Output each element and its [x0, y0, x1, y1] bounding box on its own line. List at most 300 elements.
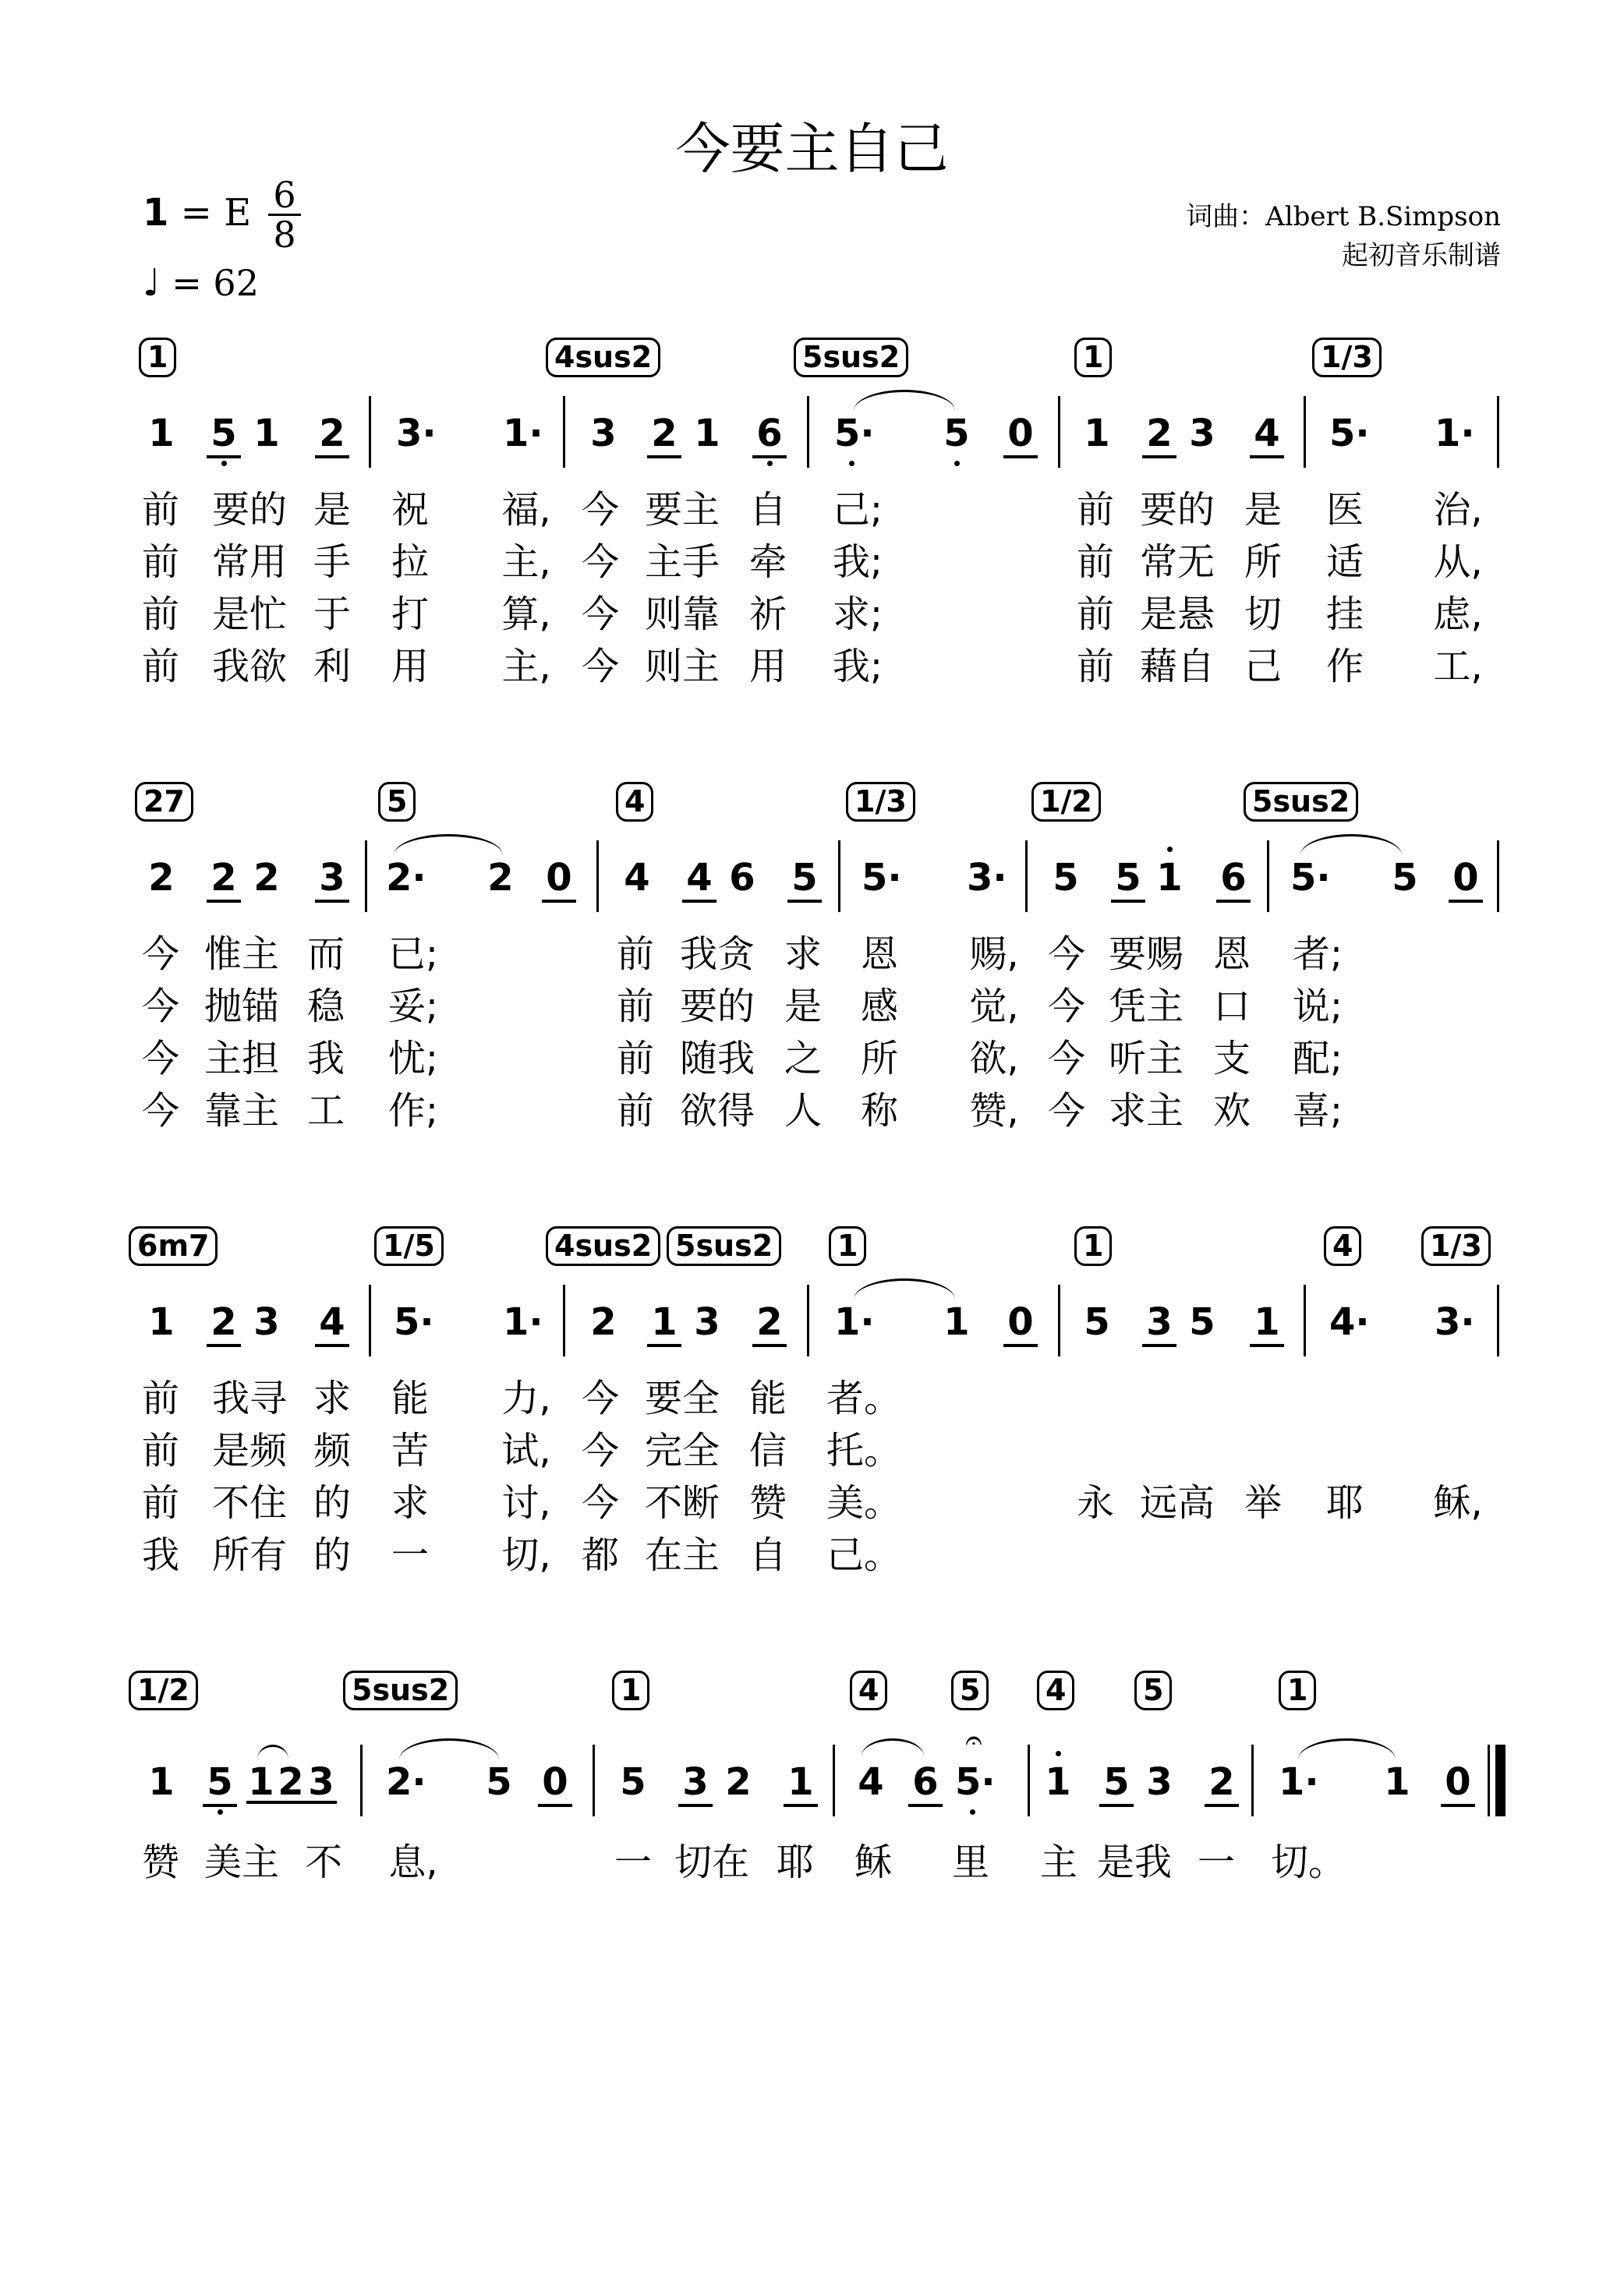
note: 1	[148, 1760, 175, 1804]
bar-line	[563, 396, 565, 468]
lyric-syllable: 能	[748, 1377, 787, 1420]
credit-publisher: 起初音乐制谱	[1342, 240, 1501, 271]
note: 5	[207, 412, 241, 458]
note: 4	[315, 1300, 349, 1347]
lyric-syllable: 前	[616, 1089, 654, 1133]
lyric-syllable: 作	[1325, 645, 1364, 688]
tie-slur	[399, 1738, 499, 1759]
final-bar-thin	[1488, 1745, 1490, 1816]
note: 5·	[1290, 856, 1331, 900]
lyric-syllable: 工,	[1433, 645, 1483, 688]
lyric-syllable: 是	[1244, 488, 1282, 532]
lyric-syllable: 医	[1325, 488, 1364, 532]
lyric-syllable: 前	[141, 1481, 179, 1525]
lyric-syllable: 从,	[1433, 540, 1483, 584]
lyric-syllable: 耶	[776, 1841, 814, 1884]
note: 1	[784, 1760, 818, 1807]
chord-label	[135, 782, 193, 822]
fermata-icon: 𝄐	[965, 1723, 982, 1757]
note: 5	[1053, 856, 1079, 900]
lyric-syllable: 恩	[860, 932, 898, 976]
chord-label: 1	[1074, 1226, 1112, 1266]
note: 5	[1111, 856, 1145, 903]
lyric-syllable: 今	[581, 1377, 619, 1420]
bar-line	[596, 840, 599, 912]
lyric-syllable: 是悬	[1139, 592, 1215, 636]
note: 0	[1441, 1760, 1475, 1807]
lyric-syllable: 常无	[1139, 540, 1215, 584]
lyric-syllable: 惟主	[203, 932, 279, 976]
chord-label: 1/2	[129, 1671, 198, 1710]
lyric-syllable: 举	[1244, 1481, 1282, 1525]
chord-label: 5sus2	[667, 1226, 781, 1266]
chord-label: 5sus2	[343, 1671, 458, 1710]
lyric-syllable: 要的	[1139, 488, 1215, 532]
lyric-syllable: 己。	[826, 1533, 902, 1577]
lyric-syllable: 我;	[832, 540, 883, 584]
lyric-syllable: 完全	[644, 1429, 720, 1473]
bar-line	[360, 1745, 363, 1816]
lyric-syllable: 支	[1212, 1037, 1251, 1080]
lyric-syllable: 前	[141, 645, 179, 688]
time-signature-bottom: 8	[273, 214, 296, 256]
note: 0	[1003, 412, 1038, 458]
time-signature	[265, 174, 304, 256]
lyric-syllable: 频	[313, 1429, 351, 1473]
note: 5·	[834, 412, 875, 455]
lyric-syllable: 拉	[391, 540, 429, 584]
bar-line	[1304, 396, 1306, 468]
lyric-syllable: 己;	[832, 488, 883, 532]
key-equals: =	[180, 191, 212, 235]
chord-label: 4	[1324, 1226, 1361, 1266]
note: 1	[1084, 412, 1110, 455]
bar-line	[1497, 1285, 1499, 1356]
lyric-syllable: 抛锚	[203, 985, 279, 1028]
lyric-syllable: 主手	[644, 540, 720, 584]
chord-label: 1	[139, 338, 176, 377]
lyric-syllable: 永	[1076, 1481, 1114, 1525]
note: 3·	[967, 856, 1007, 900]
note: 3·	[1435, 1300, 1475, 1344]
chord-label: 4	[1037, 1671, 1074, 1710]
note: 2·	[386, 1760, 426, 1804]
lyric-syllable: 虑,	[1433, 592, 1483, 636]
lyric-syllable: 今	[141, 1089, 179, 1133]
note: 5	[203, 1760, 237, 1807]
bar-line	[365, 840, 367, 912]
lyric-syllable: 者;	[1292, 932, 1343, 976]
lyric-syllable: 要的	[679, 985, 755, 1028]
lyric-syllable: 常用	[211, 540, 287, 584]
note: 4	[1250, 412, 1284, 458]
note: 6	[729, 856, 755, 900]
lyric-syllable: 主,	[501, 540, 551, 584]
bar-line	[838, 840, 840, 912]
lyric-syllable: 祈	[748, 592, 787, 636]
lyric-syllable: 今	[581, 540, 619, 584]
lyric-syllable: 一	[614, 1841, 652, 1884]
bar-line	[1025, 840, 1028, 912]
lyric-syllable: 前	[141, 1377, 179, 1420]
lyric-syllable: 配;	[1292, 1037, 1343, 1080]
tie-slur	[1298, 1738, 1396, 1759]
lyric-syllable: 己	[1244, 645, 1282, 688]
note: 3·	[396, 412, 437, 455]
lyric-syllable: 今	[1047, 932, 1085, 976]
note: 1	[1250, 1300, 1284, 1347]
lyric-syllable: 前	[616, 1037, 654, 1080]
note: 0	[1003, 1300, 1038, 1347]
lyric-syllable: 则主	[644, 645, 720, 688]
note: 3	[590, 412, 617, 455]
lyric-syllable: 前	[1076, 645, 1114, 688]
note: 1	[694, 412, 720, 455]
note: 1	[1152, 856, 1187, 900]
lyric-syllable: 欢	[1212, 1089, 1251, 1133]
lyric-syllable: 是	[313, 488, 351, 532]
lyric-syllable: 要全	[644, 1377, 720, 1420]
lyric-syllable: 美。	[826, 1481, 902, 1525]
note: 3	[678, 1760, 713, 1807]
note: 5	[620, 1760, 646, 1804]
lyric-syllable: 藉自	[1139, 645, 1215, 688]
chord-label: 1	[1279, 1671, 1316, 1710]
lyric-syllable: 我欲	[211, 645, 287, 688]
lyric-syllable: 感	[860, 985, 898, 1028]
lyric-syllable: 求主	[1108, 1089, 1184, 1133]
lyric-syllable: 不住	[211, 1481, 287, 1525]
lyric-syllable: 挂	[1325, 592, 1364, 636]
lyric-syllable: 欲,	[969, 1037, 1019, 1080]
lyric-syllable: 切。	[1271, 1841, 1346, 1884]
chord-label: 4sus2	[546, 1226, 660, 1266]
lyric-syllable: 今	[141, 1037, 179, 1080]
chord-label: 4	[850, 1671, 887, 1710]
lyric-syllable: 忧;	[387, 1037, 439, 1080]
lyric-syllable: 是忙	[211, 592, 287, 636]
bar-line	[1497, 396, 1499, 468]
note: 0	[538, 1760, 572, 1807]
tempo-marking	[143, 261, 259, 305]
lyric-syllable: 稣,	[1433, 1481, 1483, 1525]
lyric-syllable: 主担	[203, 1037, 279, 1080]
lyric-syllable: 用	[748, 645, 787, 688]
note: 5·	[955, 1760, 996, 1804]
note: 5	[1189, 1300, 1215, 1344]
note: 3	[1142, 1300, 1176, 1347]
note: 4	[682, 856, 716, 903]
lyric-syllable: 今	[1047, 985, 1085, 1028]
note: 1	[647, 1300, 681, 1347]
chord-label: 5	[378, 782, 416, 822]
note: 2	[487, 856, 514, 900]
lyric-syllable: 今	[581, 1481, 619, 1525]
lyric-syllable: 赞	[748, 1481, 787, 1525]
lyric-syllable: 说;	[1292, 985, 1343, 1028]
lyric-syllable: 赞,	[969, 1089, 1019, 1133]
lyric-syllable: 是我	[1096, 1841, 1172, 1884]
bar-line	[807, 396, 809, 468]
chord-label: 1	[829, 1226, 866, 1266]
lyric-syllable: 求;	[832, 592, 883, 636]
lyric-syllable: 作;	[387, 1089, 439, 1133]
note: 1	[148, 412, 175, 455]
lyric-syllable: 前	[1076, 592, 1114, 636]
note: 1·	[834, 1300, 875, 1344]
chord-root: 2	[143, 784, 165, 819]
lyric-syllable: 试,	[501, 1429, 551, 1473]
lyric-syllable: 前	[1076, 488, 1114, 532]
lyric-syllable: 要的	[211, 488, 287, 532]
bar-line	[1304, 1285, 1306, 1356]
lyric-syllable: 切在	[674, 1841, 749, 1884]
chord-label: 5	[951, 1671, 989, 1710]
lyric-syllable: 的	[313, 1481, 351, 1525]
lyric-syllable: 所	[860, 1037, 898, 1080]
bar-line	[1028, 1745, 1030, 1816]
tie-slur	[394, 834, 503, 855]
bar-line	[833, 1745, 835, 1816]
note: 4	[858, 1760, 884, 1804]
note: 1	[943, 1300, 970, 1344]
bar-line	[807, 1285, 809, 1356]
chord-label: 5	[1134, 1671, 1172, 1710]
note: 4	[624, 856, 650, 900]
note: 5	[1099, 1760, 1134, 1807]
chord-label: 1/3	[1421, 1226, 1491, 1266]
lyric-syllable: 不断	[644, 1481, 720, 1525]
lyric-syllable: 今	[581, 1429, 619, 1473]
note: 5·	[394, 1300, 434, 1344]
lyric-syllable: 在主	[644, 1533, 720, 1577]
lyric-syllable: 已;	[387, 932, 439, 976]
note: 5	[787, 856, 822, 903]
note: 2	[1142, 412, 1176, 458]
time-signature-top: 6	[273, 174, 296, 216]
note: 1	[248, 1760, 274, 1804]
tie-slur	[1300, 834, 1402, 855]
note: 3	[1146, 1760, 1173, 1804]
lyric-syllable: 适	[1325, 540, 1364, 584]
lyric-syllable: 治,	[1433, 488, 1483, 532]
note: 0	[542, 856, 576, 903]
lyric-syllable: 我	[306, 1037, 345, 1080]
lyric-syllable: 切	[1244, 592, 1282, 636]
lyric-syllable: 赞	[141, 1841, 179, 1884]
song-title: 今要主自己	[675, 117, 949, 181]
lyric-syllable: 一	[1197, 1841, 1235, 1884]
lyric-syllable: 是频	[211, 1429, 287, 1473]
lyric-syllable: 算,	[501, 592, 551, 636]
bar-line	[369, 396, 371, 468]
note: 2	[1205, 1760, 1239, 1807]
lyric-syllable: 前	[616, 932, 654, 976]
tempo-value: = 62	[172, 262, 259, 304]
chord-label: 6m7	[129, 1226, 218, 1266]
note: 1·	[1279, 1760, 1319, 1804]
note: 3	[308, 1760, 334, 1804]
lyric-syllable: 自	[748, 488, 787, 532]
note: 2	[278, 1760, 304, 1804]
tie-slur	[854, 390, 955, 411]
lyric-syllable: 稣	[854, 1841, 892, 1884]
note: 0	[1449, 856, 1483, 903]
note: 6	[1216, 856, 1251, 903]
lyric-syllable: 者。	[826, 1377, 902, 1420]
final-bar-thick	[1495, 1745, 1505, 1816]
key-one: 1	[143, 191, 169, 235]
note: 1·	[503, 1300, 543, 1344]
lyric-syllable: 随我	[679, 1037, 755, 1080]
bar-line	[1251, 1745, 1254, 1816]
lyric-syllable: 前	[141, 592, 179, 636]
lyric-syllable: 一	[391, 1533, 429, 1577]
quarter-note-icon: ♩	[143, 261, 161, 305]
note: 5·	[862, 856, 902, 900]
lyric-syllable: 力,	[501, 1377, 551, 1420]
lyric-syllable: 今	[1047, 1089, 1085, 1133]
lyric-syllable: 我贪	[679, 932, 755, 976]
note: 2	[752, 1300, 787, 1347]
lyric-syllable: 主,	[501, 645, 551, 688]
lyric-syllable: 利	[313, 645, 351, 688]
lyric-syllable: 主	[1039, 1841, 1077, 1884]
lyric-syllable: 我	[141, 1533, 179, 1577]
lyric-syllable: 所	[1244, 540, 1282, 584]
lyric-syllable: 今	[1047, 1037, 1085, 1080]
lyric-syllable: 而	[306, 932, 345, 976]
lyric-syllable: 牵	[748, 540, 787, 584]
bar-line	[1497, 840, 1499, 912]
tie-slur	[862, 1738, 924, 1756]
lyric-syllable: 远高	[1139, 1481, 1215, 1525]
chord-label: 1/2	[1031, 782, 1101, 822]
lyric-syllable: 靠主	[203, 1089, 279, 1133]
lyric-syllable: 听主	[1108, 1037, 1184, 1080]
lyric-syllable: 不	[304, 1841, 342, 1884]
key-letter: E	[224, 191, 252, 235]
note: 2	[725, 1760, 752, 1804]
note: 1	[1041, 1760, 1075, 1804]
note: 1	[1384, 1760, 1410, 1804]
bar-line	[1058, 396, 1060, 468]
credit-lyricist: 词曲：Albert B.Simpson	[1186, 201, 1501, 232]
lyric-syllable: 妥;	[387, 985, 439, 1028]
note: 1·	[503, 412, 543, 455]
chord-ext: 7	[164, 784, 185, 819]
chord-label: 1/3	[846, 782, 915, 822]
tie-slur	[257, 1745, 288, 1759]
note: 3	[1189, 412, 1215, 455]
chord-label: 4sus2	[546, 338, 660, 377]
lyric-syllable: 求	[391, 1481, 429, 1525]
lyric-syllable: 工	[306, 1089, 345, 1133]
lyric-syllable: 前	[1076, 540, 1114, 584]
lyric-syllable: 今	[581, 592, 619, 636]
note: 2	[647, 412, 681, 458]
lyric-syllable: 是	[784, 985, 822, 1028]
lyric-syllable: 求	[313, 1377, 351, 1420]
lyric-syllable: 里	[951, 1841, 989, 1884]
lyric-syllable: 于	[313, 592, 351, 636]
lyric-syllable: 觉,	[969, 985, 1019, 1028]
lyric-syllable: 息,	[388, 1841, 438, 1884]
lyric-syllable: 称	[860, 1089, 898, 1133]
note: 2	[590, 1300, 617, 1344]
lyric-syllable: 之	[784, 1037, 822, 1080]
lyric-syllable: 赐,	[969, 932, 1019, 976]
lyric-syllable: 福,	[501, 488, 551, 532]
chord-label: 5sus2	[794, 338, 908, 377]
chord-label: 1/3	[1312, 338, 1382, 377]
tie-slur	[854, 1278, 955, 1300]
lyric-syllable: 手	[313, 540, 351, 584]
lyric-syllable: 要主	[644, 488, 720, 532]
lyric-syllable: 自	[748, 1533, 787, 1577]
lyric-syllable: 稳	[306, 985, 345, 1028]
lyric-syllable: 恩	[1212, 932, 1251, 976]
note: 5·	[1329, 412, 1370, 455]
bar-line	[369, 1285, 371, 1356]
lyric-syllable: 切,	[501, 1533, 551, 1577]
lyric-syllable: 要赐	[1108, 932, 1184, 976]
note: 1	[253, 412, 280, 455]
lyric-syllable: 前	[616, 985, 654, 1028]
lyric-syllable: 打	[391, 592, 429, 636]
lyric-syllable: 祝	[391, 488, 429, 532]
lyric-syllable: 耶	[1325, 1481, 1364, 1525]
bar-line	[593, 1745, 595, 1816]
bar-line	[1058, 1285, 1060, 1356]
note: 5	[1084, 1300, 1110, 1344]
lyric-syllable: 托。	[826, 1429, 902, 1473]
note: 3	[694, 1300, 720, 1344]
note: 2·	[386, 856, 426, 900]
note: 2	[253, 856, 280, 900]
note: 3	[253, 1300, 280, 1344]
lyric-syllable: 的	[313, 1533, 351, 1577]
lyric-syllable: 今	[141, 932, 179, 976]
lyric-syllable: 前	[141, 488, 179, 532]
bar-line	[1267, 840, 1269, 912]
note: 2	[315, 412, 349, 458]
lyric-syllable: 则靠	[644, 592, 720, 636]
note: 1	[148, 1300, 175, 1344]
lyric-syllable: 今	[141, 985, 179, 1028]
lyric-syllable: 信	[748, 1429, 787, 1473]
lyric-syllable: 都	[581, 1533, 619, 1577]
lyric-syllable: 今	[581, 645, 619, 688]
lyric-syllable: 凭主	[1108, 985, 1184, 1028]
lyric-syllable: 口	[1212, 985, 1251, 1028]
lyric-syllable: 讨,	[501, 1481, 551, 1525]
lyric-syllable: 前	[141, 540, 179, 584]
lyric-syllable: 苦	[391, 1429, 429, 1473]
lyric-syllable: 所有	[211, 1533, 287, 1577]
lyric-syllable: 人	[784, 1089, 822, 1133]
lyric-syllable: 欲得	[679, 1089, 755, 1133]
note: 2	[207, 856, 241, 903]
key-signature	[143, 191, 251, 235]
lyric-syllable: 今	[581, 488, 619, 532]
note: 5	[486, 1760, 512, 1804]
note: 4·	[1329, 1300, 1370, 1344]
lyric-syllable: 我寻	[211, 1377, 287, 1420]
note: 5	[939, 412, 974, 455]
lyric-syllable: 我;	[832, 645, 883, 688]
note: 2	[148, 856, 175, 900]
